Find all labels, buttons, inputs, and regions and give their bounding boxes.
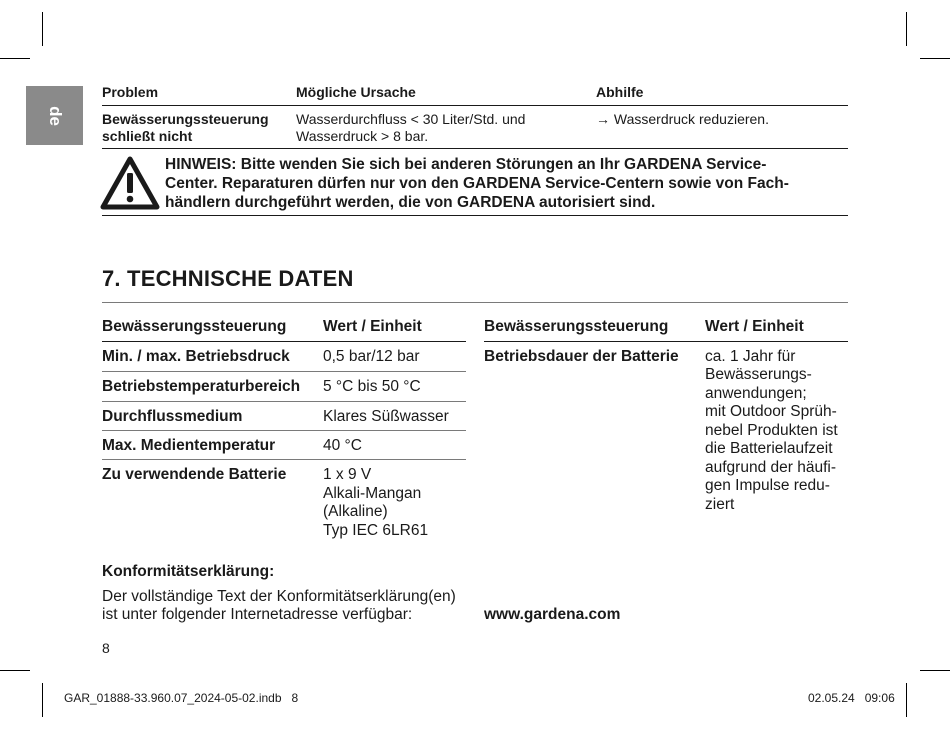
tech-row-label: Zu verwendende Batterie: [102, 466, 287, 483]
cause-header: Mögliche Ursache: [296, 84, 416, 100]
conformity-text-line: ist unter folgender Internetadresse verfügbar:: [102, 606, 413, 623]
tech-row-value: gen Impulse redu-: [705, 477, 830, 494]
crop-mark: [906, 683, 907, 717]
table-rule: [102, 430, 466, 431]
crop-mark: [42, 683, 43, 717]
conformity-url-link[interactable]: www.gardena.com: [484, 606, 621, 623]
cause-cell-line: Wasserdurchfluss < 30 Liter/Std. und: [296, 111, 526, 127]
tech-row-value: mit Outdoor Sprüh-: [705, 403, 837, 420]
tech-row-value: ca. 1 Jahr für: [705, 348, 796, 365]
tech-row-value: nebel Produkten ist: [705, 422, 838, 439]
crop-mark: [920, 58, 950, 59]
tech-row-value: 5 °C bis 50 °C: [323, 378, 421, 395]
tech-row-value: aufgrund der häufi-: [705, 459, 836, 476]
tech-row-label: Min. / max. Betriebsdruck: [102, 348, 290, 365]
remedy-header: Abhilfe: [596, 84, 644, 100]
notice-line: HINWEIS: Bitte wenden Sie sich bei anderen Störungen an Ihr GARDENA Service-: [165, 156, 767, 173]
language-tab-label: de: [45, 105, 65, 126]
crop-mark: [920, 670, 950, 671]
crop-mark: [906, 12, 907, 46]
tech-row-value: 40 °C: [323, 437, 362, 454]
tech-row-label: Durchflussmedium: [102, 408, 243, 425]
cause-cell-line: Wasserdruck > 8 bar.: [296, 128, 429, 144]
footer-file: GAR_01888-33.960.07_2024-05-02.indb 8: [64, 691, 299, 705]
table-rule: [102, 371, 466, 372]
tech-left-header-value: Wert / Einheit: [323, 318, 422, 335]
warning-triangle-icon: [100, 156, 160, 210]
language-tab: [26, 86, 83, 145]
tech-row-value: Alkali-Mangan: [323, 485, 422, 502]
table-rule: [484, 341, 848, 342]
tech-row-value: Typ IEC 6LR61: [323, 522, 429, 539]
notice-line: Center. Reparaturen dürfen nur von den GARDENA Service-Centern sowie von Fach-: [165, 175, 789, 192]
tech-row-label: Max. Medientemperatur: [102, 437, 276, 454]
conformity-text-line: Der vollständige Text der Konformitätserklärung(en): [102, 588, 456, 605]
tech-row-label: Betriebsdauer der Batterie: [484, 348, 679, 365]
footer-date-time: 02.05.24 09:06: [808, 691, 895, 705]
conformity-heading: Konformitätserklärung:: [102, 563, 275, 580]
crop-mark: [0, 58, 30, 59]
crop-mark: [42, 12, 43, 46]
tech-row-value: 0,5 bar/12 bar: [323, 348, 420, 365]
tech-row-value: anwendungen;: [705, 385, 807, 402]
tech-right-header-value: Wert / Einheit: [705, 318, 804, 335]
crop-mark: [0, 670, 30, 671]
table-rule: [102, 459, 466, 460]
notice-line: händlern durchgeführt werden, die von GARDENA autorisiert sind.: [165, 194, 656, 211]
tech-right-header-label: Bewässerungssteuerung: [484, 318, 669, 335]
tech-row-value: Klares Süßwasser: [323, 408, 449, 425]
tech-row-value: 1 x 9 V: [323, 466, 372, 483]
page-number: 8: [102, 640, 110, 656]
tech-row-label: Betriebstemperaturbereich: [102, 378, 301, 395]
problem-cell-line: schließt nicht: [102, 128, 193, 144]
tech-row-value: ziert: [705, 496, 735, 513]
problem-cell-line: Bewässerungssteuerung: [102, 111, 269, 127]
table-rule: [102, 148, 848, 149]
tech-row-value: die Batterielaufzeit: [705, 440, 833, 457]
problem-header: Problem: [102, 84, 159, 100]
table-rule: [102, 105, 848, 106]
tech-left-header-label: Bewässerungssteuerung: [102, 318, 287, 335]
table-rule: [102, 401, 466, 402]
remedy-cell: → Wasserdruck reduzieren.: [596, 111, 769, 127]
section-rule: [102, 302, 848, 303]
section-title: 7. TECHNISCHE DATEN: [102, 266, 354, 291]
notice-rule: [102, 215, 848, 216]
table-rule: [102, 341, 466, 342]
tech-row-value: (Alkaline): [323, 503, 388, 520]
tech-row-value: Bewässerungs-: [705, 366, 812, 383]
